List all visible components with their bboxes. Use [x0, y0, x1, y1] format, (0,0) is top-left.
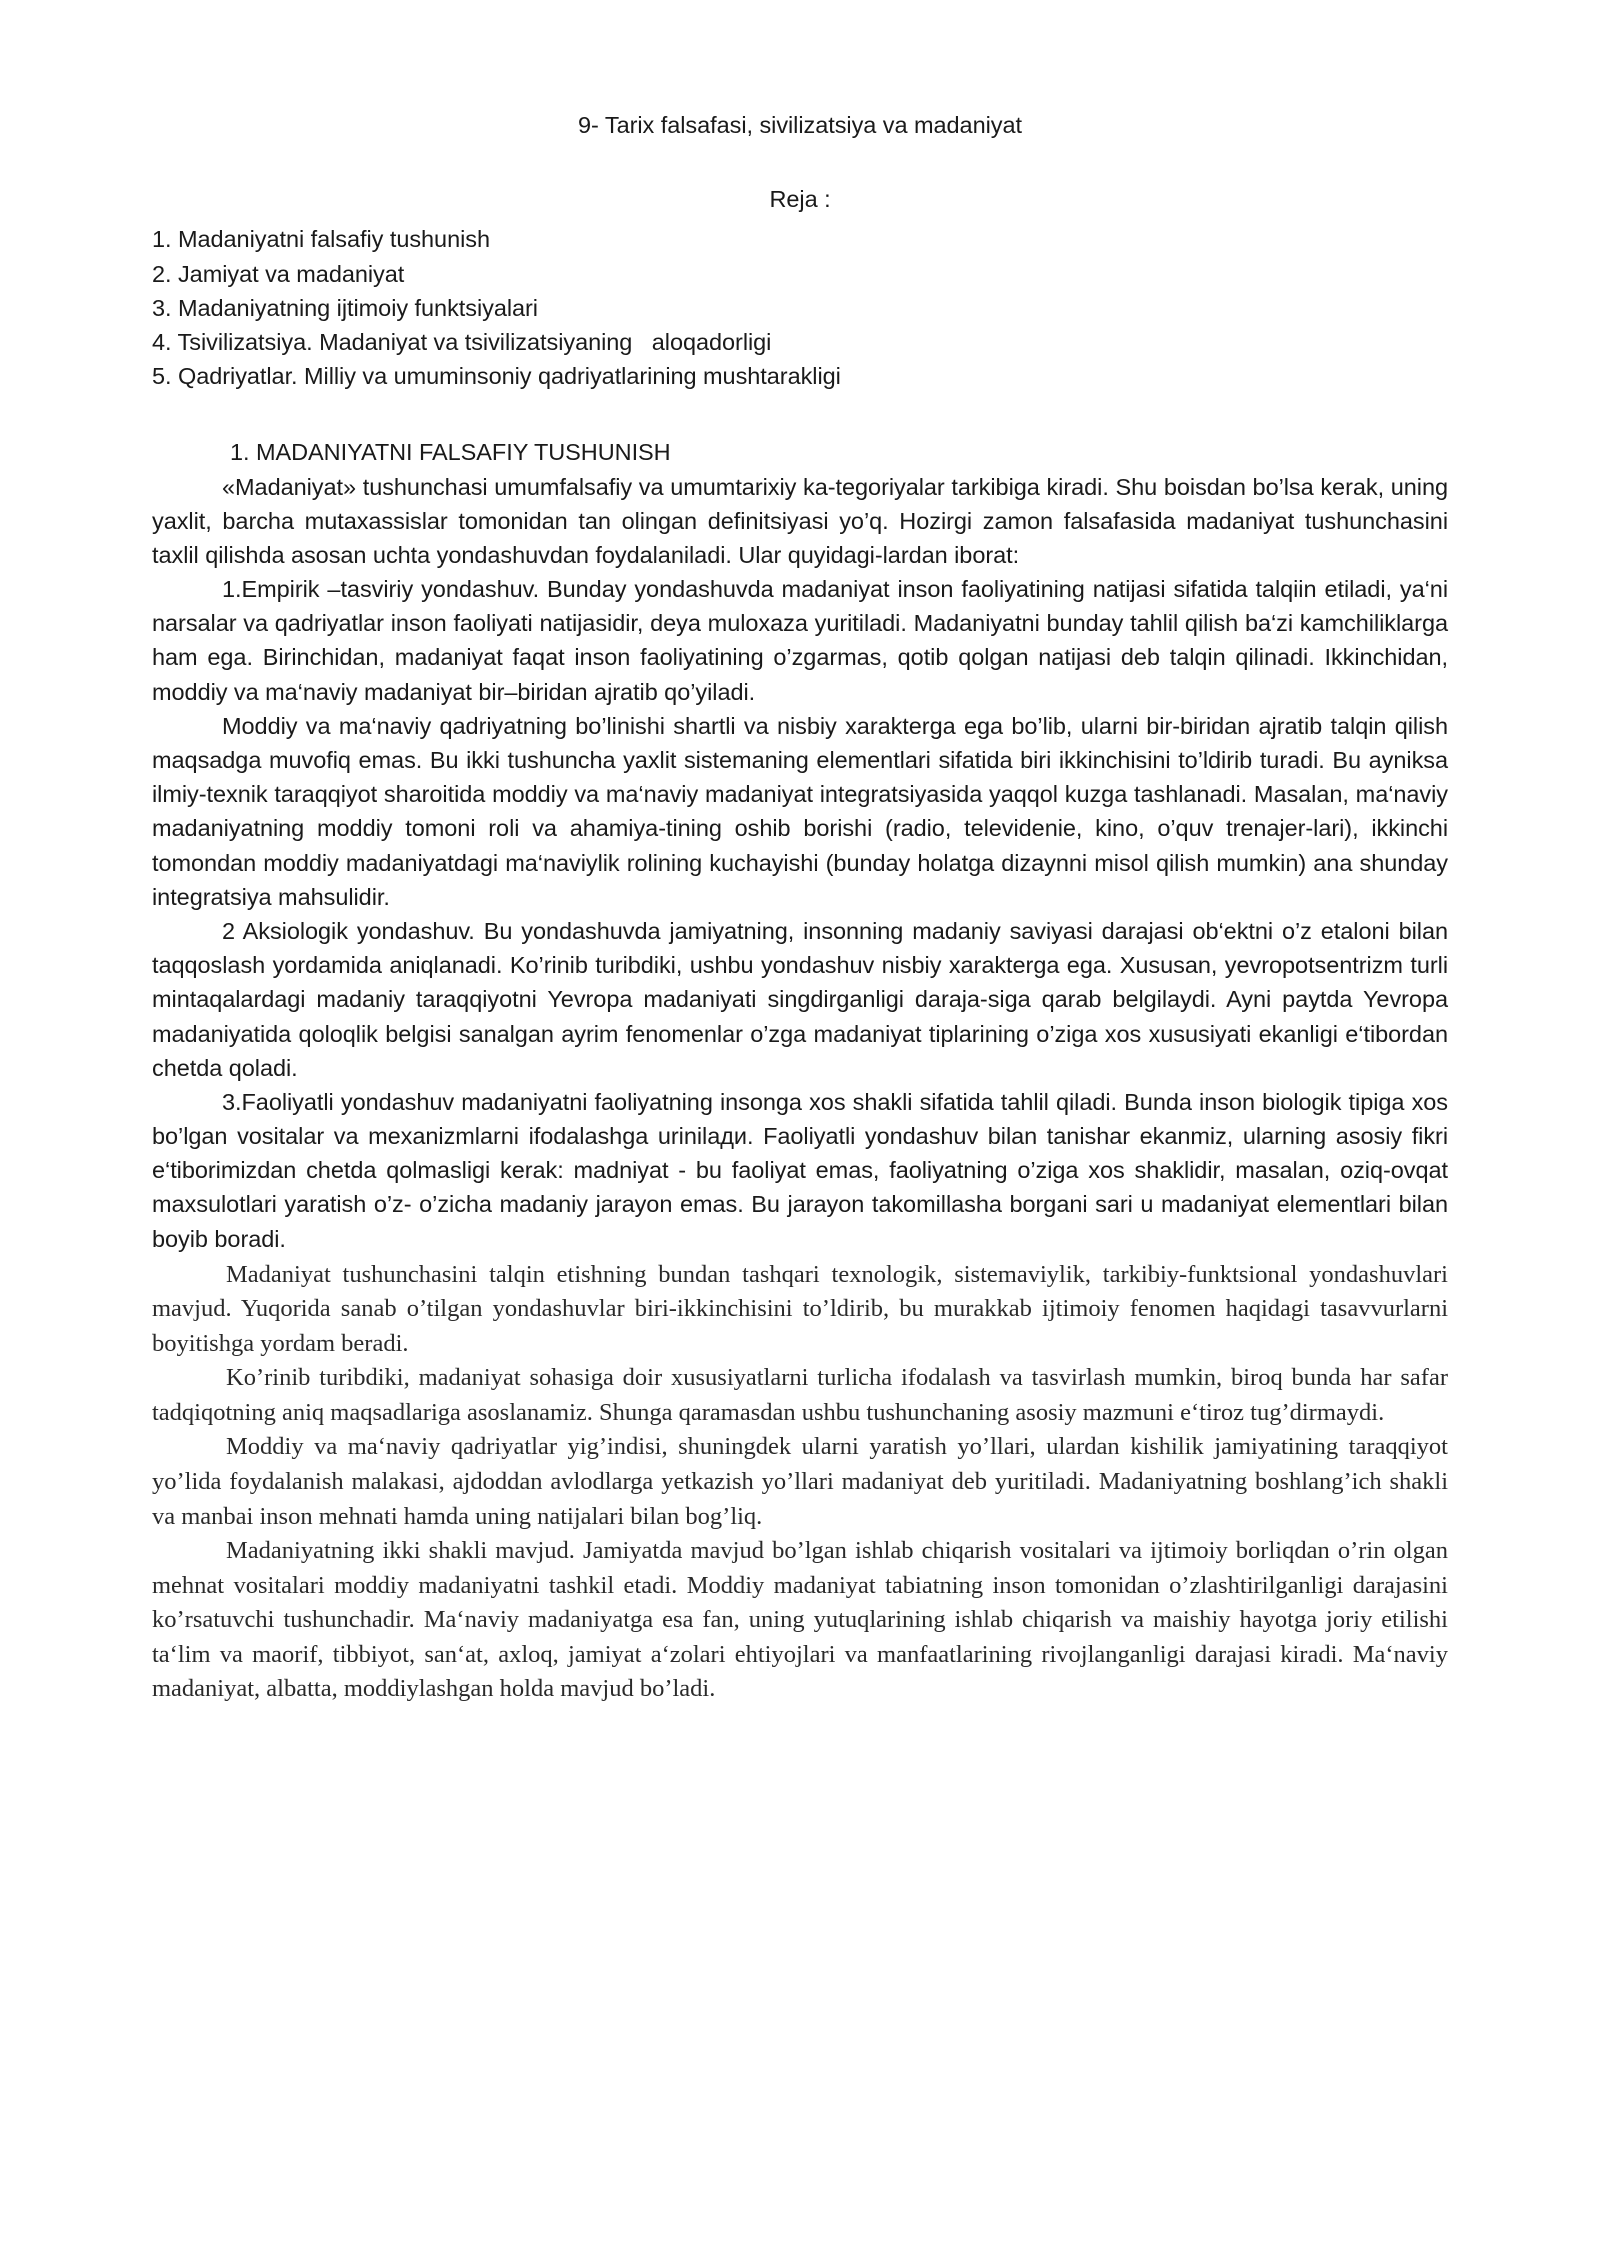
list-item: 2. Jamiyat va madaniyat	[152, 260, 405, 287]
paragraph: Madaniyat tushunchasini talqin etishning bundan tashqari texnologik, sistemaviylik, tarkibiy-funktsional yondashuvlari mavjud. Yuqorida sanab o’tilgan yondashuvlar biri-ikkinchisini to’ldirib, bu murakkab ijtimoiy fenomen haqidagi tasavvurlarni boyitishga yordam beradi.	[152, 1260, 1448, 1357]
paragraph: Moddiy va ma‘naviy qadriyatning bo’linishi shartli va nisbiy xarakterga ega bo’lib, ularni bir-biridan ajratib talqin qilish maqsadga muvofiq emas. Bu ikki tushuncha yaxlit sistemaning elementlari sifatida biri ikkinchisini to’ldirib turadi. Bu ayniksa ilmiy-texnik taraqqiyot sharoitida moddiy va ma‘naviy madaniyat integratsiyasida yaqqol kuzga tashlanadi. Masalan, ma‘naviy madaniyatning moddiy tomoni roli va ahamiya-tining oshib borishi (radio, televidenie, kino, o’quv trenajer-lari), ikkinchi tomondan moddiy madaniyatdagi ma‘naviylik rolining kuchayishi (bunday holatga dizaynni misol qilish mumkin) ana shunday integratsiya mahsulidir.	[152, 712, 1448, 910]
paragraph: Ko’rinib turibdiki, madaniyat sohasiga doir xususiyatlarni turlicha ifodalash va tasvirlash mumkin, biroq bunda har safar tadqiqotning aniq maqsadlariga asoslanamiz. Shunga qaramasdan ushbu tushunchaning asosiy mazmuni e‘tiroz tug’dirmaydi.	[152, 1364, 1448, 1426]
list-item: 4. Tsivilizatsiya. Madaniyat va tsivilizatsiyaning aloqadorligi	[152, 328, 772, 355]
paragraph: Moddiy va ma‘naviy qadriyatlar yig’indisi, shuningdek ularni yaratish yo’llari, ulardan kishilik jamiyatining taraqqiyot yo’lida foydalanish malakasi, ajdoddan avlodlarga yetkazish yo’llari madaniyat deb yuritiladi. Madaniyatning boshlang’ich shakli va manbai inson mehnati hamda uning natijalari bilan bog’liq.	[152, 1433, 1448, 1530]
section-heading: 1. MADANIYATNI FALSAFIY TUSHUNISH	[230, 439, 671, 466]
paragraph: 2 Aksiologik yondashuv. Bu yondashuvda jamiyatning, insonning madaniy saviyasi darajasi ob‘ektni o’z etaloni bilan taqqoslash yordamida aniqlanadi. Ko’rinib turibdiki, ushbu yondashuv nisbiy xarakterga ega. Xususan, yevropotsentrizm turli mintaqalardagi madaniy taraqqiyotni Yevropa madaniyati singdirganligi daraja-siga qarab belgilaydi. Ayni paytda Yevropa madaniyatida qoloqlik belgisi sanalgan ayrim fenomenlar o’zga madaniyat tiplarining o’ziga xos xususiyati ekanligi e‘tibordan chetda qoladi.	[152, 917, 1448, 1081]
plan-list	[152, 222, 1448, 393]
list-item: 1. Madaniyatni falsafiy tushunish	[152, 226, 490, 253]
paragraph: 3.Faoliyatli yondashuv madaniyatni faoliyatning insonga xos shakli sifatida tahlil qiladi. Bunda inson biologik tipiga xos bo’lgan vositalar va mexanizmlarni ifodalashga urinilади. Faoliyatli yondashuv bilan tanishar ekanmiz, ularning asosiy fikri e‘tiborimizdan chetda qolmasligi kerak: madniyat - bu faoliyat emas, faoliyatning o’ziga xos shaklidir, masalan, oziq-ovqat maxsulotlari yaratish o’z- o’zicha madaniy jarayon emas. Bu jarayon takomillasha borgani sari u madaniyat elementlari bilan boyib boradi.	[152, 1088, 1448, 1252]
paragraph: «Madaniyat» tushunchasi umumfalsafiy va umumtarixiy ka-tegoriyalar tarkibiga kiradi. Shu boisdan bo’lsa kerak, uning yaxlit, barcha mutaxassislar tomonidan tan olingan definitsiyasi yo’q. Hozirgi zamon falsafasida madaniyat tushunchasini taxlil qilishda asosan uchta yondashuvdan foydalaniladi. Ular quyidagi-lardan iborat:	[152, 473, 1448, 568]
plan-label: Reja :	[769, 186, 831, 213]
list-item: 3. Madaniyatning ijtimoiy funktsiyalari	[152, 294, 538, 321]
paragraph: 1.Empirik –tasviriy yondashuv. Bunday yondashuvda madaniyat inson faoliyatining natijasi sifatida talqiin etiladi, ya‘ni narsalar va qadriyatlar inson faoliyati natijasidir, deya muloxaza yuritiladi. Madaniyatni bunday tahlil qilish ba‘zi kamchiliklarga ham ega. Birinchidan, madaniyat faqat inson faoliyatining o’zgarmas, qotib qolgan natijasi deb talqin qilinadi. Ikkinchidan, moddiy va ma‘naviy madaniyat bir–biridan ajratib qo’yiladi.	[152, 576, 1448, 705]
upper-text-block	[152, 108, 1448, 1256]
list-item: 5. Qadriyatlar. Milliy va umuminsoniy qadriyatlarining mushtarakligi	[152, 363, 841, 390]
paragraph: Madaniyatning ikki shakli mavjud. Jamiyatda mavjud bo’lgan ishlab chiqarish vositalari va ijtimoiy borliqdan o’rin olgan mehnat vositalari moddiy madaniyatni tashkil etadi. Moddiy madaniyat tabiatning inson tomonidan o’zlashtirilganligi darajasini ko’rsatuvchi tushunchadir. Ma‘naviy madaniyatga esa fan, uning yutuqlarining ishlab chiqarish va maishiy hayotga joriy etilishi ta‘lim va maorif, tibbiyot, san‘at, axloq, jamiyat a‘zolari ehtiyojlari va manfaatlarining rivojlanganligi darajasi kiradi. Ma‘naviy madaniyat, albatta, moddiylashgan holda mavjud bo’ladi.	[152, 1537, 1448, 1703]
lower-text-block	[152, 1258, 1448, 1707]
page-title: 9- Tarix falsafasi, sivilizatsiya va madaniyat	[578, 112, 1022, 138]
